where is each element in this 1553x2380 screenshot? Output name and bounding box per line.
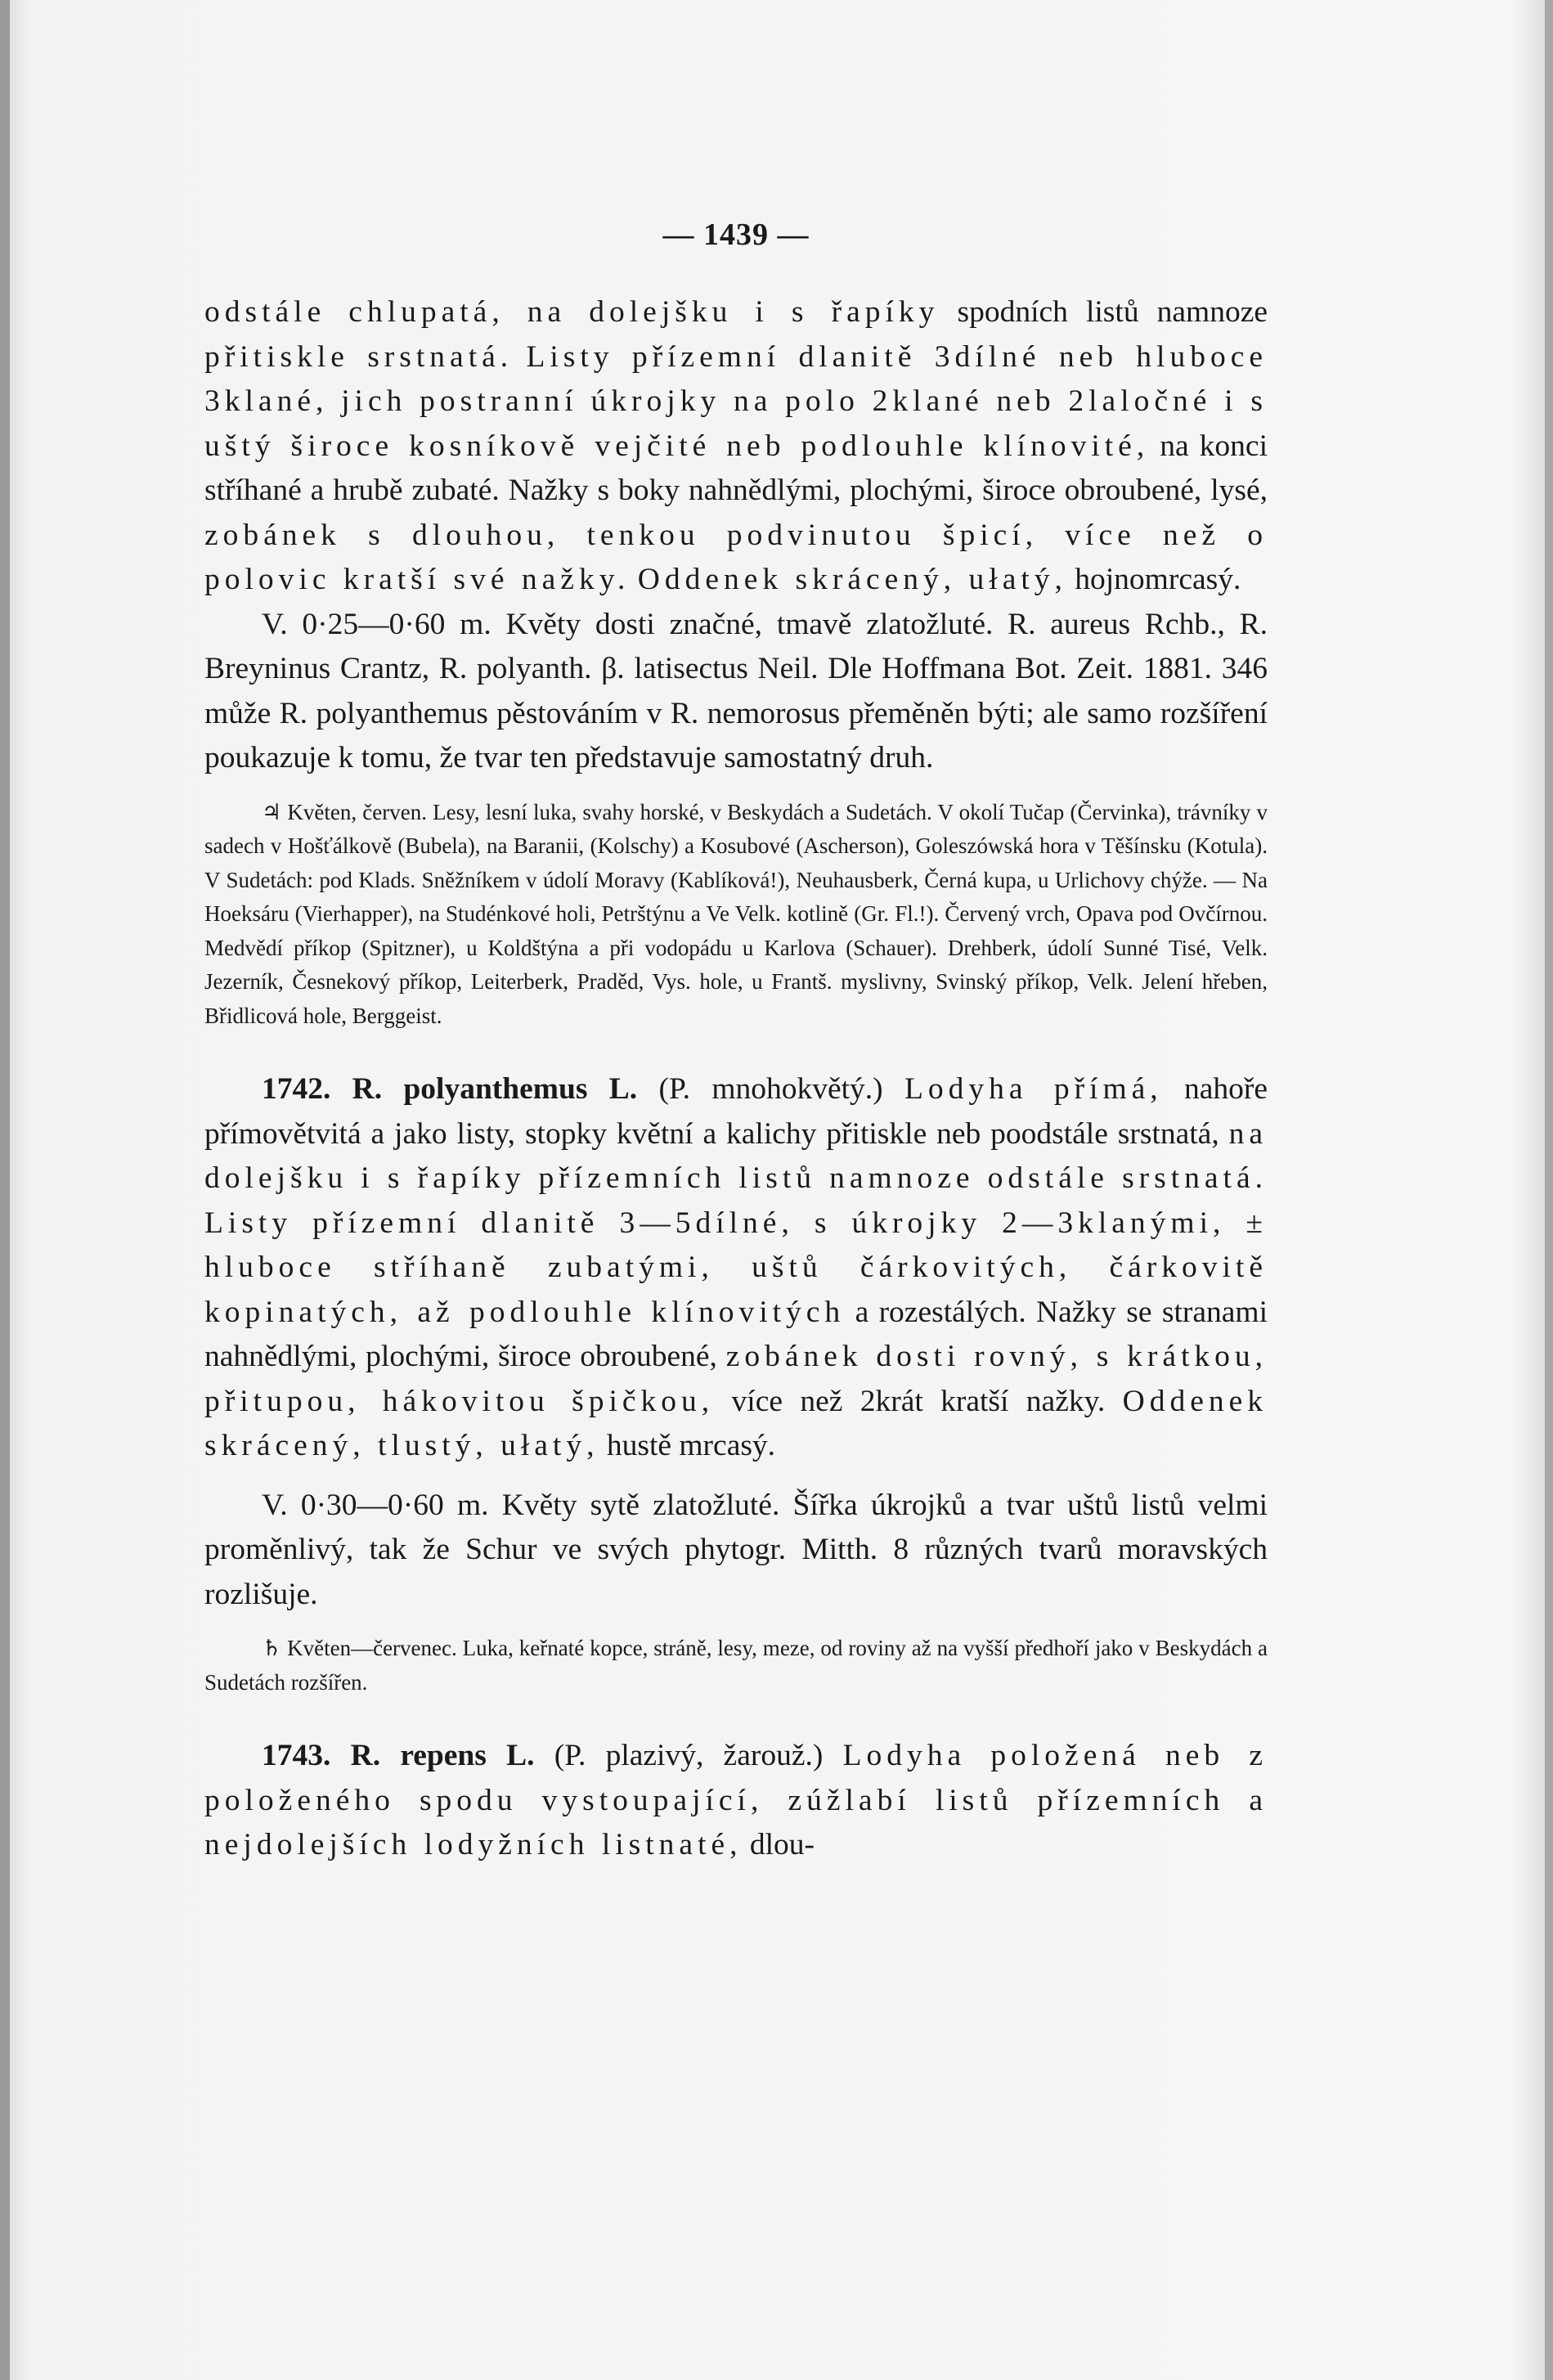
text-span: odstále chlupatá, na dolejšku i s řapíky [204, 295, 940, 329]
species-description-1742 [204, 1067, 1268, 1469]
text-span: Oddenek skrácený, ułatý, [637, 563, 1067, 596]
text-span: spodních listů namnoze [957, 295, 1268, 329]
species-name: R. repens L. [350, 1739, 535, 1772]
text-span: zobánek dosti rovný, s krátkou, přitupou, hákovitou špičkou, [204, 1340, 1268, 1418]
text-span: hojnomrcasý. [1075, 563, 1241, 596]
species-name: R. polyanthemus L. [352, 1072, 638, 1106]
species-variation-1742: V. 0·30—0·60 m. Květy sytě zlatožluté. Šířka úkrojků a tvar uštů listů velmi proměnlivý, tak že Schur ve svých phytogr. Mitth. 8 různých tvarů moravských rozlišuje. [204, 1488, 1268, 1611]
continuation-locality-note: ♃ Květen, červen. Lesy, lesní luka, svahy horské, v Beskydách a Sudetách. V okolí Tučap (Červinka), trávníky v sadech v Hošťálkově (Bubela), na Baranii, (Kolschy) a Kosubové (Ascherson), Goleszówská hora v Těšínsku (Kotula). V Sudetách: pod Klads. Sněžníkem v údolí Moravy (Kablíková!), Neuhausberk, Černá kupa, u Urlichovy chýže. — Na Hoeksáru (Vierhapper), na Studénkové holi, Petrštýnu a Ve Velk. kotlině (Gr. Fl.!). Červený vrch, Opava pod Ovčírnou. Medvědí příkop (Spitzner), u Koldštýna a při vodopádu u Karlova (Schauer). Drehberk, údolí Sunné Tisé, Velk. Jezerník, Česnekový příkop, Leiterberk, Praděd, Vys. hole, u Frantš. myslivny, Svinský příkop, Velk. Jelení hřeben, Břidlicová hole, Berggeist. [204, 799, 1268, 1028]
text-span: hustě mrcasý. [606, 1429, 776, 1462]
page-edge-right [1545, 0, 1553, 2380]
species-description-1743 [204, 1734, 1268, 1868]
text-span: Oddenek skrácený, tlustý, ułatý, [204, 1384, 1268, 1462]
continuation-variation-paragraph: V. 0·25—0·60 m. Květy dosti značné, tmavě zlatožluté. R. aureus Rchb., R. Breyninus Crantz, R. polyanth. β. latisectus Neil. Dle Hoffmana Bot. Zeit. 1881. 346 může R. polyanthemus pěstováním v R. nemorosus přeměněn býti; ale samo rozšíření poukazuje k tomu, že tvar ten představuje samostatný druh. [204, 607, 1268, 775]
text-span: Lodyha položená neb z položeného spodu vystoupající, zúžlabí listů přízemních a nejdolejších lodyžních listnaté, [204, 1739, 1268, 1861]
text-span: dlou- [749, 1828, 815, 1861]
continuation-description [204, 290, 1268, 603]
text-span: Lodyha přímá, [904, 1072, 1163, 1106]
species-common-name: (P. mnohokvětý.) [658, 1072, 883, 1106]
species-entry-1743 [204, 1734, 1268, 1868]
text-span: více než 2krát kratší nažky. [731, 1384, 1106, 1418]
text-span: na konci stříhané a hrubě zubaté. Nažky s boky nahnědlými, plochými, široce obroubené, lysé, [204, 429, 1268, 507]
species-locality-note-1742: ♄ Květen—červenec. Luka, keřnaté kopce, stráně, lesy, meze, od roviny až na vyšší předhoří jako v Beskydách a Sudetách rozšířen. [204, 1636, 1268, 1695]
species-number: 1743. [262, 1739, 331, 1772]
page-edge-left [0, 0, 10, 2380]
page-number: — 1439 — [662, 218, 810, 252]
text-span: na dolejšku i s řapíky přízemních listů namnoze odstále srstnatá. [204, 1116, 1268, 1195]
text-span: Listy přízemní dlanitě 3—5dílné, s úkrojky 2—3klanými, ± hluboce stříhaně zubatými, uštů čárkovitých, čárkovitě kopinatých, až podlouhle klínovitých [204, 1206, 1268, 1329]
text-span: zobánek s dlouhou, tenkou podvinutou špicí, více než o polovic kratší své nažky. [204, 518, 1268, 596]
text-span: Listy přízemní dlanitě 3dílné neb hluboce 3klané, jich postranní úkrojky na polo 2klané neb 2laločné i s uštý široce kosníkově vejčité neb podlouhle klínovité, [204, 339, 1268, 463]
text-span: a rozestálých. Nažky se stranami nahnědlými, plochými, široce obroubené, [204, 1295, 1268, 1373]
species-common-name: (P. plazivý, žarouž.) [554, 1739, 824, 1772]
text-span: přitiskle srstnatá. [204, 339, 514, 374]
page-content [204, 217, 1268, 1868]
species-entry-1742 [204, 1067, 1268, 1700]
species-number: 1742. [262, 1072, 331, 1106]
text-span: nahoře přímovětvitá a jako listy, stopky květní a kalichy přitiskle neb poodstále srstnatá, [204, 1072, 1268, 1151]
